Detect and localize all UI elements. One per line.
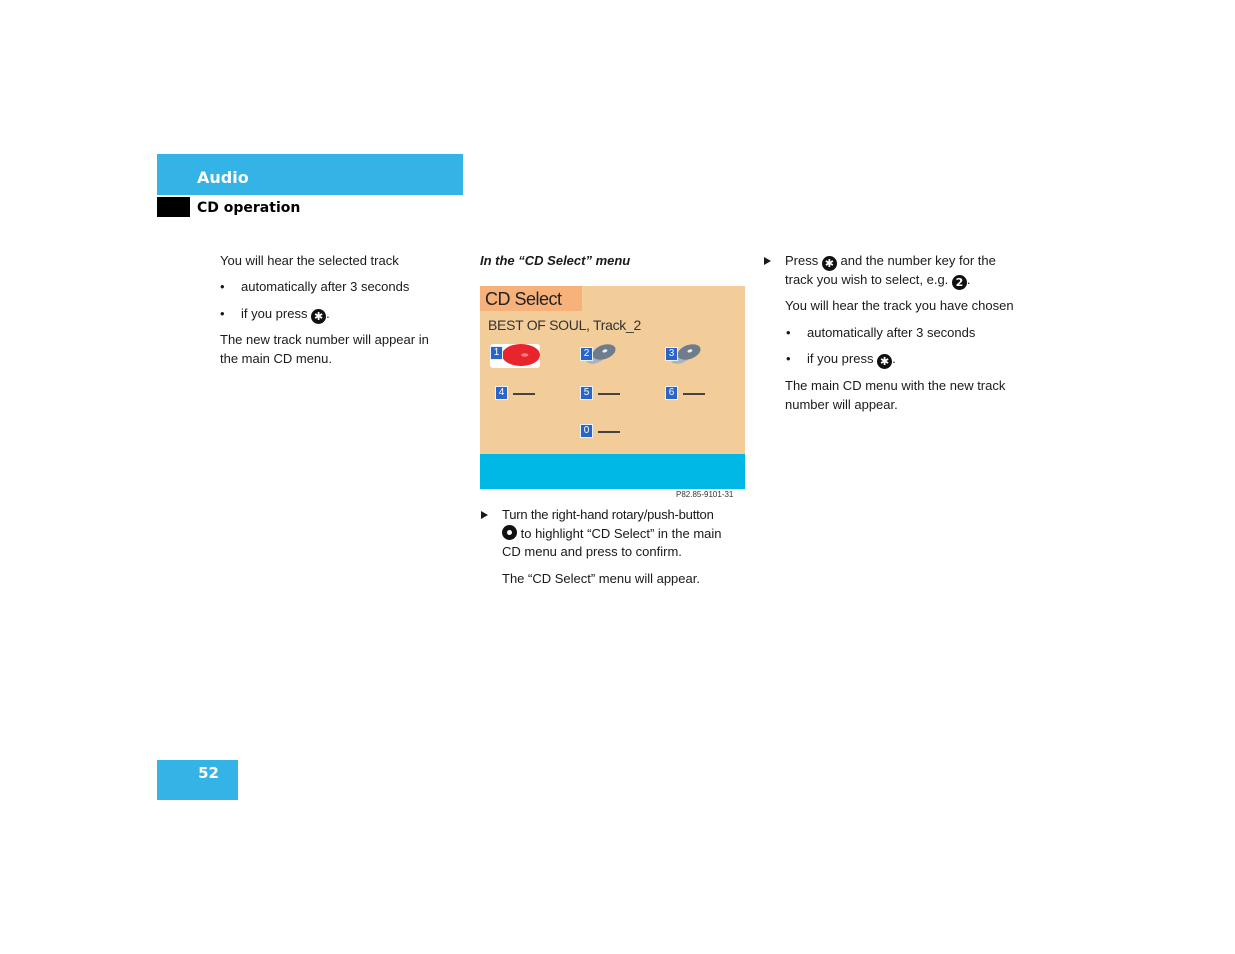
col1-bullet-press — [241, 305, 330, 324]
star-key-icon: ✱ — [311, 309, 326, 324]
col1-bullet-auto: • automatically after 3 seconds — [241, 278, 409, 297]
slot-number: 1 — [490, 346, 503, 360]
col3-intro: You will hear the track you have chosen — [785, 298, 1014, 313]
subsection-title: CD operation — [197, 200, 301, 216]
col3-instruction — [785, 252, 996, 290]
col3-instruction-line1-text: and the number key for the — [840, 253, 996, 268]
screen-bottom-band — [480, 454, 745, 489]
col3-instruction-line1 — [785, 252, 996, 271]
col3-paragraph-line1: The main CD menu with the new track — [785, 378, 1006, 393]
screen-title: CD Select — [485, 289, 562, 309]
col3-bullet-press — [807, 350, 896, 369]
slot-number: 4 — [495, 386, 508, 400]
col1-paragraph — [220, 331, 429, 368]
col3-bullet-press-text: if you press — [807, 351, 874, 366]
col3-instruction-line2-end: . — [966, 272, 971, 287]
star-key-icon: ✱ — [877, 354, 892, 369]
section-title: Audio — [197, 168, 249, 187]
slot-number: 0 — [580, 424, 593, 438]
col3-instruction-line2-text: track you wish to select, e.g. — [785, 272, 949, 287]
col2-heading: In the “CD Select” menu — [480, 253, 631, 268]
col2-instruction-line2-text: to highlight “CD Select” in the main — [520, 525, 722, 541]
rotary-knob-icon — [502, 525, 517, 540]
col1-intro: You will hear the selected track — [220, 253, 399, 268]
col2-instruction-line3: CD menu and press to confirm. — [502, 544, 682, 559]
slot-number: 3 — [665, 347, 678, 361]
subsection-marker — [157, 197, 190, 217]
col2-instruction-line1: Turn the right-hand rotary/push-button — [502, 507, 714, 522]
col1-paragraph-line2: the main CD menu. — [220, 350, 332, 366]
image-reference-code: P82.85-9101-31 — [676, 490, 734, 499]
col1-bullet-press-text: if you press — [241, 306, 308, 321]
screen-subtitle: BEST OF SOUL, Track_2 — [488, 317, 641, 333]
col2-instruction-line2 — [502, 525, 722, 544]
col2-result: The “CD Select” menu will appear. — [502, 571, 700, 586]
slot-number: 2 — [580, 347, 593, 361]
col3-paragraph-line2: number will appear. — [785, 396, 898, 412]
col3-bullet-auto: • automatically after 3 seconds — [807, 324, 975, 343]
slot-number: 5 — [580, 386, 593, 400]
slot-number: 6 — [665, 386, 678, 400]
col3-instruction-line2 — [785, 271, 996, 290]
empty-slot-dash — [513, 393, 535, 395]
col1-bullet-press-end: . — [326, 306, 330, 321]
empty-slot-dash — [598, 431, 620, 433]
star-key-icon: ✱ — [822, 256, 837, 271]
col3-paragraph — [785, 377, 1005, 414]
cd-select-screen-image — [480, 286, 745, 489]
page-number: 52 — [198, 764, 219, 782]
col2-instruction — [502, 506, 722, 562]
cd-disc-icon — [502, 344, 540, 366]
col1-paragraph-line1: The new track number will appear in — [220, 332, 429, 347]
col3-instruction-press: Press — [785, 253, 819, 268]
number-key-2-icon: 2 — [952, 275, 967, 290]
empty-slot-dash — [683, 393, 705, 395]
col3-bullet-press-end: . — [892, 351, 896, 366]
empty-slot-dash — [598, 393, 620, 395]
